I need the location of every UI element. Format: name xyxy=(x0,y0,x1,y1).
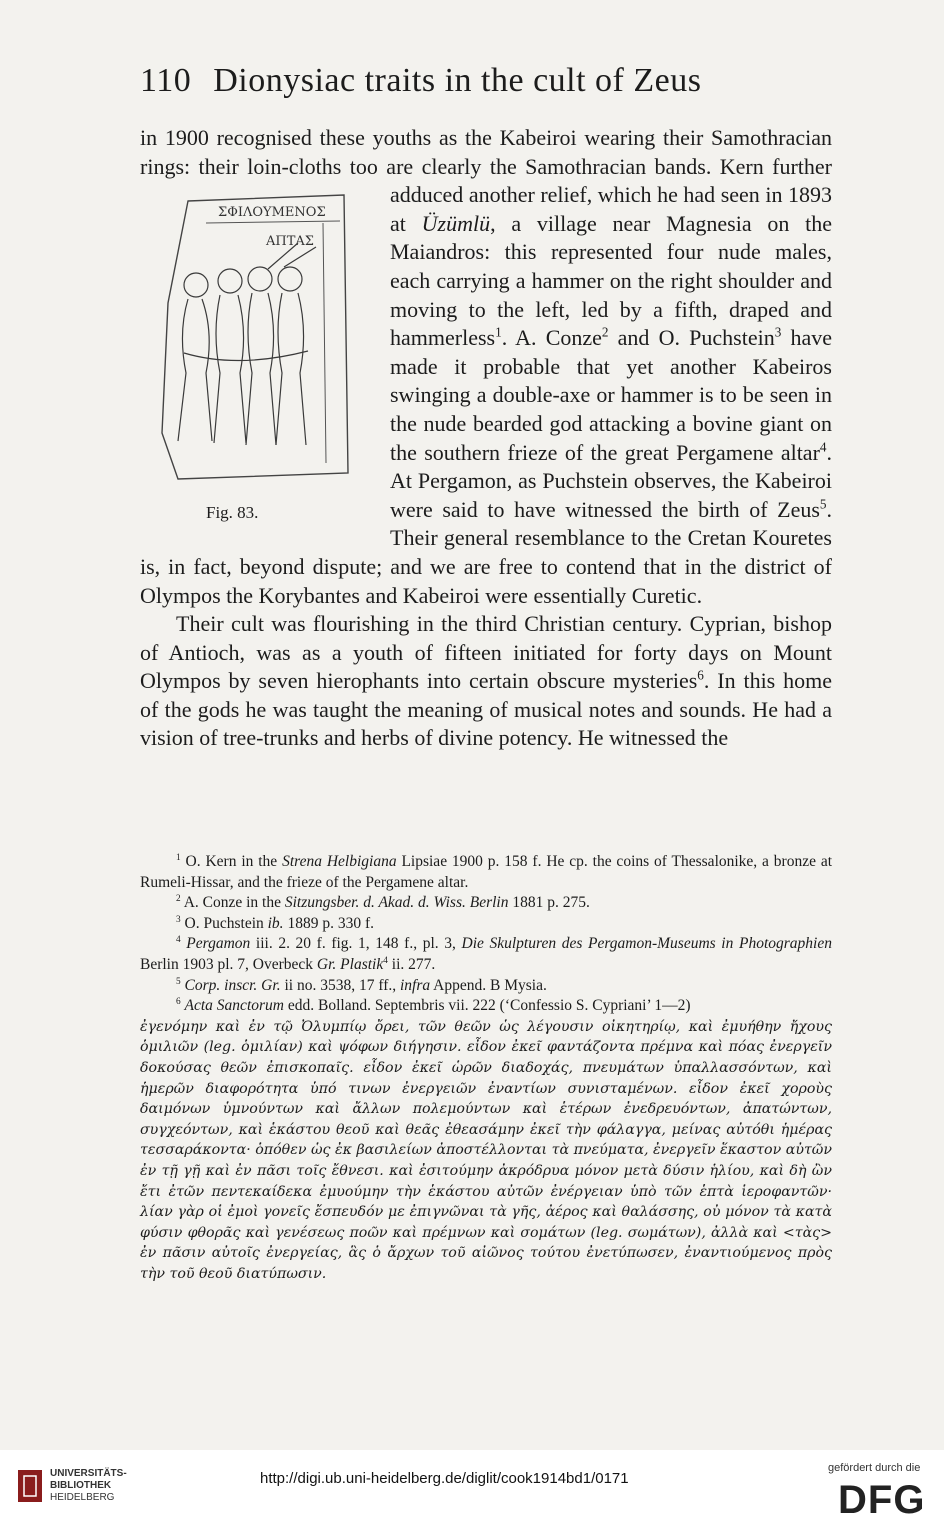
page-number: 110 xyxy=(140,62,192,99)
footnote-6-greek: ἐγενόμην καὶ ἐν τῷ Ὀλυμπίῳ ὄρει, τῶν θεῶν ὡς λέγουσιν οἰκητηρίῳ, καὶ ἐμυήθην ἤχους ὁμιλιῶν (leg. ὁμιλίαν) καὶ ψόφων διήγησιν. εἶδον ἐκεῖ φαντάζοντα πρέμνα καὶ πόας ἐνεργεῖν δοκούσας θεῶν ἐπισκοπαῖς. εἶδον ἐκεῖ ὡρῶν διαδοχάς, πνευμάτων ὑπαλλασσόντων, καὶ ἡμερῶν διαφορότητα ὑπό τινων ἐνεργειῶν ἐναντίων συνισταμένων. εἶδον ἐκεῖ χοροὺς δαιμόνων ὑμνούντων καὶ ἄλλων πολεμούντων καὶ ἑτέρων ἐνεδρευόντων, ἀπατώντων, συγχεόντων, καὶ ἑκάστου θεοῦ καὶ θεᾶς ἐθεασάμην ἐκεῖ τὴν φάλαγγα, μείνας αὐτόθι ἡμέρας τεσσαράκοντα· ὁπόθεν ὡς ἐκ βασιλείων ἀποστέλλονται τὰ πνεύματα, ἐνεργεῖν ἕκαστον αὐτῶν ἐν τῇ γῇ καὶ ἐν πᾶσι τοῖς ἔθνεσι. καὶ ἐσιτούμην ἀκρόδρυα μόνον μετὰ δύσιν ἡλίου, καὶ δὴ ὢν ἔτι ἐτῶν πεντεκαίδεκα ἐμυούμην τὴν ἑκάστου αὐτῶν ἐνέργειαν ὑπὸ τῶν ἑπτὰ ἱεροφαντῶν· λίαν γὰρ οἱ ἐμοὶ γονεῖς ἔσπευδόν με ἐπιγνῶναι τὰ γῆς, ἀέρος καὶ θαλάσσης, οὐ μόνον τὰ κατὰ φύσιν φθορᾶς καὶ γενέσεως ποῶν καὶ πρέμνων καὶ σομάτων (leg. σωμάτων), ἀλλὰ καὶ <τὰς> ἐν πᾶσιν αὐτοῖς ἐνεργείας, ἃς ὁ ἄρχων τοῦ αἰῶνος τούτου ἐνετύπωσεν, ἐναντιούμενος πρὸς τὴν τοῦ θεοῦ διατύπωσιν. xyxy=(140,1018,832,1282)
paragraph-1: in 1900 recognised these youths as the Kabeiroi wearing their Samothracian rings: their loin-cloths too are clearly the Samothracian bands. Kern further adduced another relief, which he had ΣΦΙΛΟΥΜΕΝΟΣ ΑΠΤΑΣ Fig. 83. seen in 1893 at Üzümlü, a village near Magnesia on the Maiandros: this represented four nude males, each carrying a hammer on the right shoulder and moving to the left, led by a fifth, draped and hammerless$^1$. A. Conze$^2$ and O. Puchstein$^3$ have made it probable that yet another Kabeiros swinging a double-axe or hammer is to be seen in the nude bearded god attacking a bovine giant on the southern frieze of the great Pergamene altar$^4$. At Pergamon, as Puchstein observes, the Kabeiroi were said to have witnessed the birth of Zeus$^5$. Their general resemblance to the Cretan Kouretes is, in fact, beyond dispute; and we are free to contend that in the district of Olympos the Korybantes and Kabeiroi were essentially Curetic. xyxy=(140,125,833,608)
dfg-logo[interactable]: DFG xyxy=(838,1478,926,1522)
running-title: Dionysiac traits in the cult of Zeus xyxy=(213,62,702,99)
footnote-ref-5[interactable]: 5 xyxy=(819,496,827,512)
footnote-ref-3[interactable]: 3 xyxy=(774,324,782,340)
footnote-ref-2[interactable]: 2 xyxy=(601,324,609,340)
footnote-3: $^3$ O. Puchstein ib. 1889 p. 330 f. xyxy=(176,914,374,932)
place-name: Üzümlü xyxy=(421,210,491,236)
footnote-ref-4[interactable]: 4 xyxy=(819,439,827,455)
library-logo[interactable]: UNIVERSITÄTS- BIBLIOTHEK HEIDELBERG xyxy=(16,1468,127,1504)
footnotes xyxy=(140,852,832,1284)
footnote-4: $^4$ Pergamon iii. 2. 20 f. fig. 1, 148 f., pl. 3, Die Skulpturen des Pergamon-Museums in Photographien Berlin 1903 pl. 7, Overbeck Gr. Plastik$^4$ ii. 277. xyxy=(140,935,832,973)
svg-text:ΣΦΙΛΟΥΜΕΝΟΣ: ΣΦΙΛΟΥΜΕΝΟΣ xyxy=(218,205,326,221)
footnote-ref-6[interactable]: 6 xyxy=(697,667,704,683)
permalink-url[interactable]: http://digi.ub.uni-heidelberg.de/diglit/cook1914bd1/0171 xyxy=(260,1470,629,1487)
svg-text:ΑΠΤΑΣ: ΑΠΤΑΣ xyxy=(266,234,314,250)
university-seal-icon xyxy=(16,1468,44,1504)
figure-83 xyxy=(140,181,378,533)
relief-illustration xyxy=(148,183,368,483)
footnote-5: $^5$ Corp. inscr. Gr. ii no. 3538, 17 ff., infra Append. B Mysia. xyxy=(176,976,547,994)
footnote-ref-1[interactable]: 1 xyxy=(495,324,502,340)
footnote-2: $^2$ A. Conze in the Sitzungsber. d. Akad. d. Wiss. Berlin 1881 p. 275. xyxy=(176,894,590,912)
paragraph-2: Their cult was flourishing in the third Christian century. Cyprian, bishop of Antioch, was as a youth of fifteen initiated for forty days on Mount Olympos by seven hierophants into certain obscure mysteries$^6$. In this home of the gods he was taught the meaning of musical notes and sounds. He had a vision of tree-trunks and herbs of divine potency. He witnessed the xyxy=(140,611,832,751)
running-header xyxy=(140,62,832,100)
funding-note: gefördert durch die xyxy=(828,1462,921,1474)
footnote-6: $^6$ Acta Sanctorum edd. Bolland. Septembris vii. 222 (‘Confessio S. Cypriani’ 1—2) xyxy=(176,997,691,1015)
figure-caption: Fig. 83. xyxy=(206,503,259,523)
digitization-footer xyxy=(0,1450,944,1526)
footnote-1: $^1$ O. Kern in the Strena Helbigiana Lipsiae 1900 p. 158 f. He cp. the coins of Thessalonike, a bronze at Rumeli-Hissar, and the frieze of the Pergamene altar. xyxy=(140,852,833,891)
main-text xyxy=(140,124,832,753)
